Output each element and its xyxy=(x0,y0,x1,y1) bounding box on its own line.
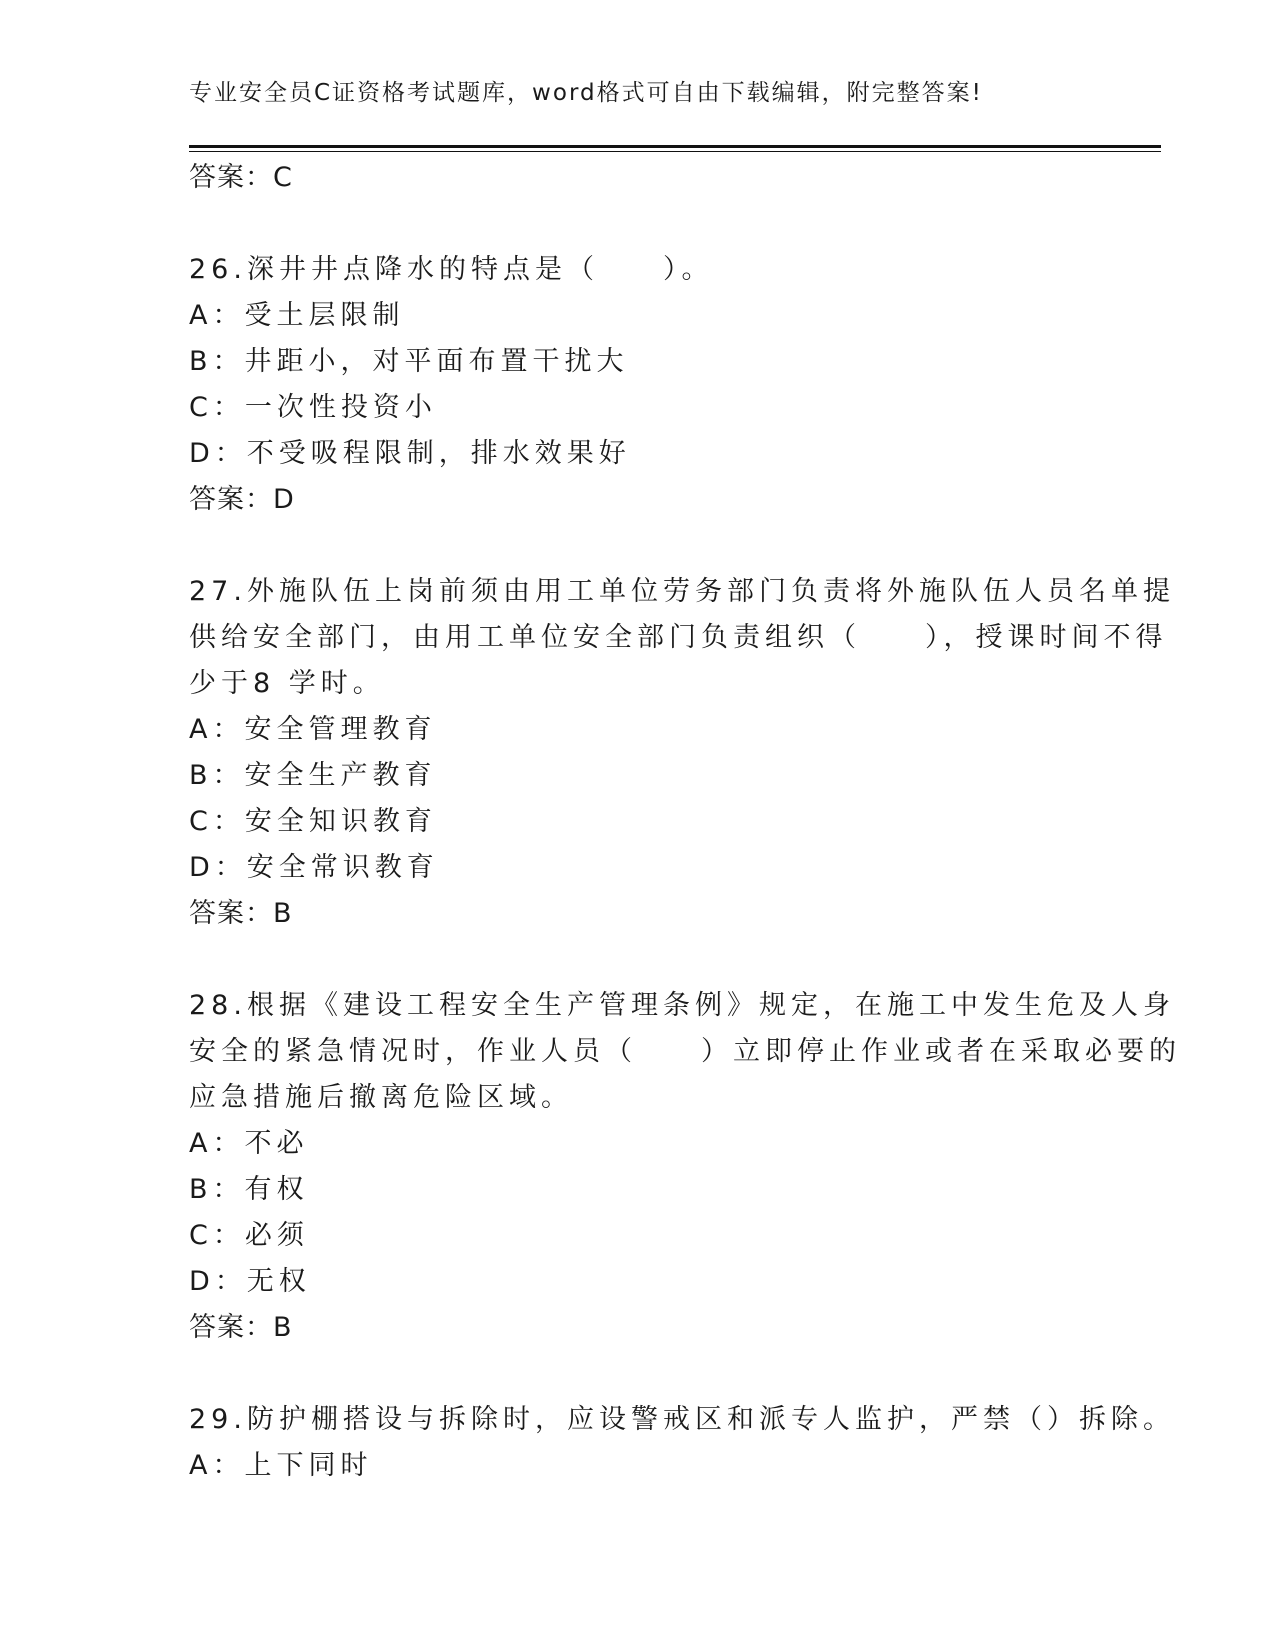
answer-text: 答案：B xyxy=(189,898,293,929)
option-d: D：不受吸程限制，排水效果好 xyxy=(189,438,631,469)
question-stem-line: 少于8 学时。 xyxy=(189,668,385,699)
question-stem-line: 27.外施队伍上岗前须由用工单位劳务部门负责将外施队伍人员名单提 xyxy=(189,576,1175,607)
question-27 xyxy=(189,569,1175,937)
option-c: C：必须 xyxy=(189,1220,309,1251)
question-stem: 29.防护棚搭设与拆除时，应设警戒区和派专人监护，严禁（）拆除。 xyxy=(189,1404,1175,1435)
question-stem-line: 安全的紧急情况时，作业人员（ ）立即停止作业或者在采取必要的 xyxy=(189,1036,1181,1067)
question-stem: 26.深井井点降水的特点是（ ）。 xyxy=(189,254,714,285)
answer-text: 答案：D xyxy=(189,484,295,515)
option-a: A：不必 xyxy=(189,1128,309,1159)
question-29 xyxy=(189,1397,1175,1489)
header-divider xyxy=(189,145,1161,152)
option-d: D：无权 xyxy=(189,1266,311,1297)
option-c: C：安全知识教育 xyxy=(189,806,437,837)
option-b: B：安全生产教育 xyxy=(189,760,437,791)
option-a: A：上下同时 xyxy=(189,1450,373,1481)
answer-text: 答案：B xyxy=(189,1312,293,1343)
question-stem-line: 28.根据《建设工程安全生产管理条例》规定，在施工中发生危及人身 xyxy=(189,990,1175,1021)
question-stem-line: 供给安全部门，由用工单位安全部门负责组织（ ），授课时间不得 xyxy=(189,622,1168,653)
answer-text: 答案：C xyxy=(189,162,293,193)
option-a: A：安全管理教育 xyxy=(189,714,437,745)
question-stem-line: 应急措施后撤离危险区域。 xyxy=(189,1082,573,1113)
question-28 xyxy=(189,983,1181,1351)
page-header: 专业安全员C证资格考试题库，word格式可自由下载编辑，附完整答案! xyxy=(189,80,983,106)
question-26 xyxy=(189,247,1089,523)
option-b: B：井距小，对平面布置干扰大 xyxy=(189,346,629,377)
document-body xyxy=(189,155,1181,1489)
option-a: A：受土层限制 xyxy=(189,300,405,331)
option-c: C：一次性投资小 xyxy=(189,392,437,423)
option-b: B：有权 xyxy=(189,1174,309,1205)
option-d: D：安全常识教育 xyxy=(189,852,439,883)
